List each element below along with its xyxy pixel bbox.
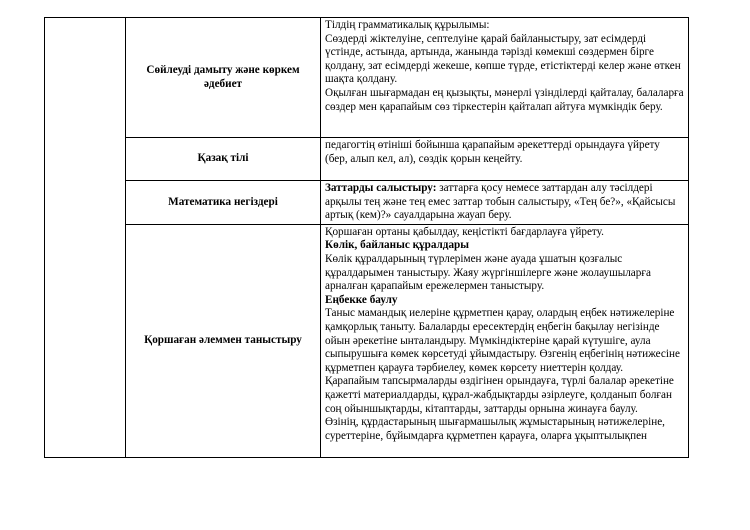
row-heading: Сөйлеудi дамыту және көркем әдебиет [126, 18, 321, 138]
paragraph: Қоршаған ортаны қабылдау, кеңістікті бағдарлауға үйрету. [325, 225, 604, 238]
row-heading: Қазақ тілі [126, 138, 321, 181]
row-content [321, 138, 689, 181]
row-heading: Математика негіздері [126, 181, 321, 225]
paragraph [325, 182, 684, 223]
table-row [45, 138, 689, 181]
paragraph: Оқылған шығармадан ең қызықты, мәнерлі үзінділерді қайталау, балаларға сөздер мен қарапайым сөз тіркестерін қайталап айтуға мүмкіндік беру. [325, 86, 684, 113]
table-row [45, 18, 689, 138]
paragraph: Өзінің, құрдастарының шығармашылық жұмыстарының нәтижелеріне, суреттеріне, бұйымдарға құрметпен қарауға, оларға ұқыптылықпен [325, 416, 665, 442]
empty-left-cell [45, 18, 126, 458]
row-content [321, 18, 689, 138]
content-clip [325, 226, 684, 456]
table-row [45, 224, 689, 457]
row-content [321, 181, 689, 225]
row-content [321, 224, 689, 457]
row-heading: Қоршаған әлеммен таныстыру [126, 224, 321, 457]
bold-lead: Заттарды салыстыру: [325, 182, 437, 194]
paragraph: педагогтің өтініші бойынша қарапайым әрекеттерді орындауға үйрету (бер, алып кел, ал), сөздік қорын кеңейту. [325, 139, 660, 165]
content-table [44, 17, 689, 458]
subheading: Еңбекке баулу [325, 293, 398, 306]
paragraph: Таныс мамандық иелеріне құрметпен қарау, олардың еңбек нәтижелеріне қамқорлық таныту. Балаларды ересектердің еңбегін бақылау негізінде ойын әрекетіне ынталандыру. Мүмкіндіктеріне қарай күтушіге, аула сыпырушыға көмек көрсетуді ұйымдастыру. Өзгенің еңбегінің нәтижесіне құрметпен қарауға тәрбиелеу, көмек көрсету ниеттерін қолдау. [325, 307, 680, 374]
lead-text: заттарға қосу немесе заттардан алу тәсілдері арқылы тең және тең емес заттар тобын салыстыру, «Тең бе?», «Қайсысы артық (кем)?» сауалдарына жауап беру. [325, 182, 676, 222]
table-row [45, 181, 689, 225]
paragraph: Қарапайым тапсырмаларды өздігінен орындауға, түрлі балалар әрекетіне қажетті материалдарды, құрал-жабдықтарды әзірлеуге, қолданып болған соң ойыншықтарды, кітаптарды, заттарды орнына жинауға баулу. [325, 375, 674, 415]
paragraph: Тілдің грамматикалық құрылымы: [325, 19, 490, 31]
subheading: Көлік, байланыс құралдары [325, 239, 470, 252]
paragraph: Көлік құралдарының түрлерімен және ауада ұшатын қозғалыс құралдарымен таныстыру. Жаяу жүргіншілерге және жолаушыларға арналған қарапайым ережелермен таныстыру. [325, 252, 651, 293]
paragraph: Сөздерді жіктелуіне, септелуіне қарай байланыстыру, зат есімдерді үстінде, астында, артында, жанында тәрізді көмекші сөздермен бірге қолдану, зат есімдерді жекеше, көпше түрде, етістіктерді келер және өткен шақта қолдану. [325, 32, 681, 86]
